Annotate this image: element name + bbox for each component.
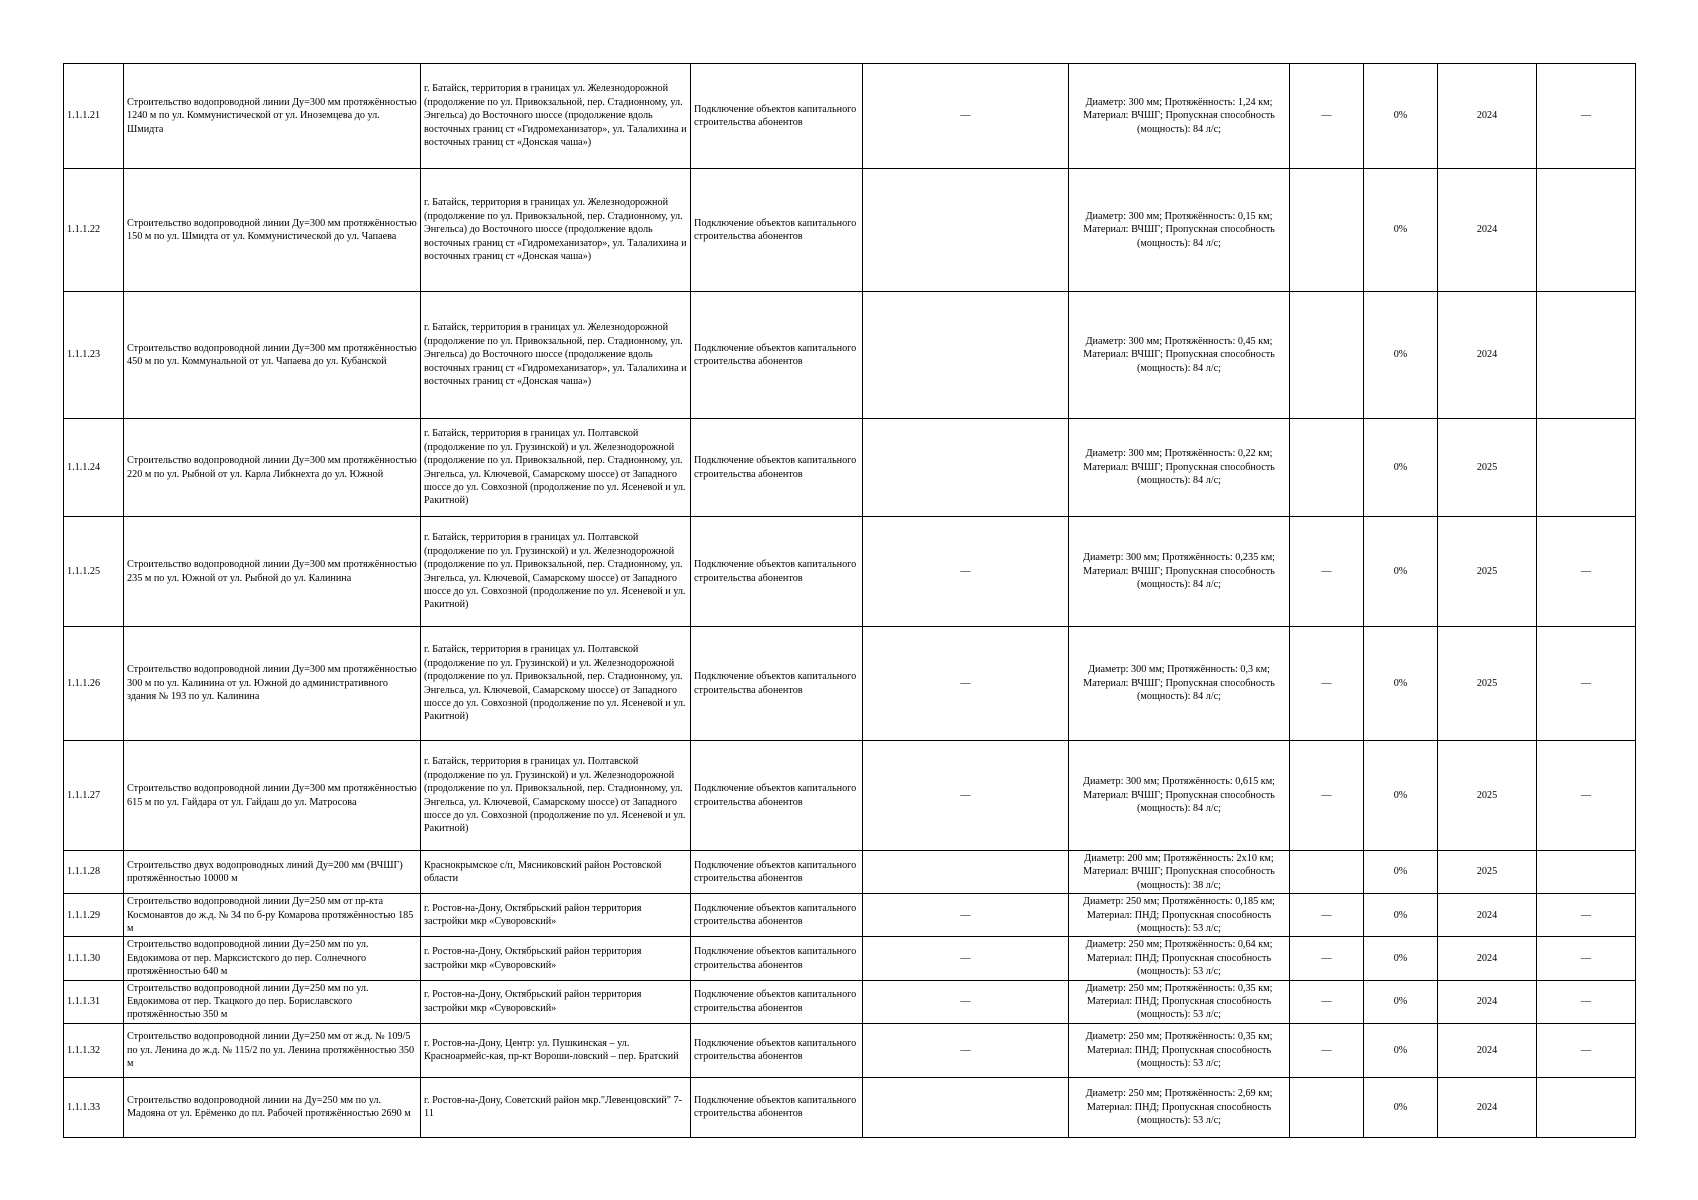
project-purpose: Подключение объектов капитального строительства абонентов [691,741,863,851]
column-5-value: — [863,1023,1069,1077]
column-7-value [1290,851,1364,894]
project-location: г. Батайск, территория в границах ул. Железнодорожной (продолжение по ул. Привокзальной, пер. Стадионному, ул. Энгельса) до Восточного шоссе (продолжение вдоль восточных границ ст «Гидромеханизатор», ул. Талалихина и восточных границ ст «Донская чаша») [421,292,691,419]
project-location: г. Ростов-на-Дону, Октябрьский район территория застройки мкр «Суворовский» [421,980,691,1023]
row-number: 1.1.1.32 [64,1023,124,1077]
project-location: г. Батайск, территория в границах ул. Полтавской (продолжение по ул. Грузинской) и ул. Железнодорожной (продолжение по ул. Привокзальной, пер. Стадионному, ул. Энгельса, ул. Ключевой, Самарскому шоссе) от Западного шоссе до ул. Совхозной (продолжение по ул. Ясеневой и ул. Ракитной) [421,741,691,851]
technical-parameters: Диаметр: 300 мм; Протяжённость: 0,45 км; Материал: ВЧШГ; Пропускная способность (мощность): 84 л/с; [1069,292,1290,419]
column-10-value: — [1537,741,1636,851]
column-7-value [1290,169,1364,292]
project-location: г. Ростов-на-Дону, Центр: ул. Пушкинская – ул. Красноармейс-кая, пр-кт Вороши-ловский – пер. Братский [421,1023,691,1077]
column-10-value [1537,1077,1636,1137]
project-name: Строительство водопроводной линии Ду=250 мм по ул. Евдокимова от пер. Марксистского до пер. Солнечного протяжённостью 640 м [124,937,421,980]
technical-parameters: Диаметр: 250 мм; Протяжённость: 0,185 км; Материал: ПНД; Пропускная способность (мощность): 53 л/с; [1069,894,1290,937]
completion-year: 2025 [1438,741,1537,851]
completion-percent: 0% [1364,169,1438,292]
completion-percent: 0% [1364,627,1438,741]
row-number: 1.1.1.25 [64,517,124,627]
column-10-value: — [1537,1023,1636,1077]
table-row [64,292,1636,419]
table-row [64,64,1636,169]
column-7-value: — [1290,980,1364,1023]
column-5-value [863,169,1069,292]
row-number: 1.1.1.23 [64,292,124,419]
completion-year: 2024 [1438,937,1537,980]
completion-percent: 0% [1364,1023,1438,1077]
technical-parameters: Диаметр: 250 мм; Протяжённость: 2,69 км; Материал: ПНД; Пропускная способность (мощность): 53 л/с; [1069,1077,1290,1137]
project-location: г. Батайск, территория в границах ул. Железнодорожной (продолжение по ул. Привокзальной, пер. Стадионному, ул. Энгельса) до Восточного шоссе (продолжение вдоль восточных границ ст «Гидромеханизатор», ул. Талалихина и восточных границ ст «Донская чаша») [421,169,691,292]
completion-year: 2025 [1438,851,1537,894]
completion-percent: 0% [1364,851,1438,894]
completion-year: 2024 [1438,1023,1537,1077]
technical-parameters: Диаметр: 250 мм; Протяжённость: 0,64 км; Материал: ПНД; Пропускная способность (мощность): 53 л/с; [1069,937,1290,980]
project-name: Строительство водопроводной линии Ду=300 мм протяжённостью 615 м по ул. Гайдара от ул. Гайдаш до ул. Матросова [124,741,421,851]
completion-year: 2025 [1438,517,1537,627]
project-name: Строительство двух водопроводных линий Ду=200 мм (ВЧШГ) протяжённостью 10000 м [124,851,421,894]
column-7-value: — [1290,894,1364,937]
row-number: 1.1.1.31 [64,980,124,1023]
project-name: Строительство водопроводной линии Ду=300 мм протяжённостью 235 м по ул. Южной от ул. Рыбной до ул. Калинина [124,517,421,627]
project-purpose: Подключение объектов капитального строительства абонентов [691,169,863,292]
project-location: г. Батайск, территория в границах ул. Полтавской (продолжение по ул. Грузинской) и ул. Железнодорожной (продолжение по ул. Привокзальной, пер. Стадионному, ул. Энгельса, ул. Ключевой, Самарскому шоссе) от Западного шоссе до ул. Совхозной (продолжение по ул. Ясеневой и ул. Ракитной) [421,517,691,627]
project-location: г. Ростов-на-Дону, Советский район мкр."Левенцовский" 7-11 [421,1077,691,1137]
column-10-value: — [1537,517,1636,627]
completion-percent: 0% [1364,980,1438,1023]
project-location: г. Батайск, территория в границах ул. Полтавской (продолжение по ул. Грузинской) и ул. Железнодорожной (продолжение по ул. Привокзальной, пер. Стадионному, ул. Энгельса, ул. Ключевой, Самарскому шоссе) от Западного шоссе до ул. Совхозной (продолжение по ул. Ясеневой и ул. Ракитной) [421,419,691,517]
technical-parameters: Диаметр: 200 мм; Протяжённость: 2х10 км; Материал: ВЧШГ; Пропускная способность (мощность): 38 л/с; [1069,851,1290,894]
table-row [64,980,1636,1023]
technical-parameters: Диаметр: 300 мм; Протяжённость: 0,615 км; Материал: ВЧШГ; Пропускная способность (мощность): 84 л/с; [1069,741,1290,851]
project-name: Строительство водопроводной линии Ду=300 мм протяжённостью 300 м по ул. Калинина от ул. Южной до административного здания № 193 по ул. Калинина [124,627,421,741]
project-location: г. Батайск, территория в границах ул. Железнодорожной (продолжение по ул. Привокзальной, пер. Стадионному, ул. Энгельса) до Восточного шоссе (продолжение вдоль восточных границ ст «Гидромеханизатор», ул. Талалихина и восточных границ ст «Донская чаша») [421,64,691,169]
completion-year: 2025 [1438,419,1537,517]
column-5-value: — [863,894,1069,937]
completion-year: 2024 [1438,292,1537,419]
project-name: Строительство водопроводной линии Ду=300 мм протяжённостью 150 м по ул. Шмидта от ул. Коммунистической до ул. Чапаева [124,169,421,292]
project-purpose: Подключение объектов капитального строительства абонентов [691,980,863,1023]
project-purpose: Подключение объектов капитального строительства абонентов [691,517,863,627]
row-number: 1.1.1.29 [64,894,124,937]
project-purpose: Подключение объектов капитального строительства абонентов [691,419,863,517]
column-7-value: — [1290,627,1364,741]
completion-year: 2024 [1438,980,1537,1023]
project-purpose: Подключение объектов капитального строительства абонентов [691,851,863,894]
row-number: 1.1.1.24 [64,419,124,517]
table-row [64,169,1636,292]
column-5-value [863,851,1069,894]
project-purpose: Подключение объектов капитального строительства абонентов [691,64,863,169]
column-7-value: — [1290,517,1364,627]
column-5-value: — [863,741,1069,851]
column-5-value: — [863,980,1069,1023]
project-name: Строительство водопроводной линии Ду=250 мм от ж.д. № 109/5 по ул. Ленина до ж.д. № 115/2 по ул. Ленина протяжённостью 350 м [124,1023,421,1077]
project-name: Строительство водопроводной линии Ду=250 мм от пр-кта Космонавтов до ж.д. № 34 по б-ру Комарова протяжённостью 185 м [124,894,421,937]
table-row [64,1023,1636,1077]
table-body [64,64,1636,1138]
column-5-value: — [863,64,1069,169]
project-location: г. Батайск, территория в границах ул. Полтавской (продолжение по ул. Грузинской) и ул. Железнодорожной (продолжение по ул. Привокзальной, пер. Стадионному, ул. Энгельса, ул. Ключевой, Самарскому шоссе) от Западного шоссе до ул. Совхозной (продолжение по ул. Ясеневой и ул. Ракитной) [421,627,691,741]
column-7-value: — [1290,741,1364,851]
column-7-value [1290,419,1364,517]
column-7-value: — [1290,64,1364,169]
column-7-value [1290,292,1364,419]
column-5-value: — [863,937,1069,980]
completion-percent: 0% [1364,937,1438,980]
technical-parameters: Диаметр: 300 мм; Протяжённость: 0,3 км; Материал: ВЧШГ; Пропускная способность (мощность): 84 л/с; [1069,627,1290,741]
row-number: 1.1.1.28 [64,851,124,894]
column-5-value [863,419,1069,517]
column-7-value: — [1290,937,1364,980]
project-purpose: Подключение объектов капитального строительства абонентов [691,937,863,980]
project-purpose: Подключение объектов капитального строительства абонентов [691,292,863,419]
technical-parameters: Диаметр: 300 мм; Протяжённость: 0,22 км; Материал: ВЧШГ; Пропускная способность (мощность): 84 л/с; [1069,419,1290,517]
row-number: 1.1.1.22 [64,169,124,292]
table-row [64,419,1636,517]
table-row [64,894,1636,937]
row-number: 1.1.1.27 [64,741,124,851]
project-name: Строительство водопроводной линии Ду=300 мм протяжённостью 220 м по ул. Рыбной от ул. Карла Либкнехта до ул. Южной [124,419,421,517]
row-number: 1.1.1.33 [64,1077,124,1137]
column-10-value [1537,292,1636,419]
project-purpose: Подключение объектов капитального строительства абонентов [691,1023,863,1077]
project-purpose: Подключение объектов капитального строительства абонентов [691,894,863,937]
project-location: г. Ростов-на-Дону, Октябрьский район территория застройки мкр «Суворовский» [421,894,691,937]
column-10-value [1537,851,1636,894]
column-10-value [1537,169,1636,292]
completion-percent: 0% [1364,1077,1438,1137]
technical-parameters: Диаметр: 300 мм; Протяжённость: 1,24 км; Материал: ВЧШГ; Пропускная способность (мощность): 84 л/с; [1069,64,1290,169]
completion-year: 2024 [1438,169,1537,292]
column-5-value [863,1077,1069,1137]
row-number: 1.1.1.30 [64,937,124,980]
column-10-value: — [1537,627,1636,741]
completion-year: 2024 [1438,894,1537,937]
column-7-value: — [1290,1023,1364,1077]
column-10-value: — [1537,894,1636,937]
project-name: Строительство водопроводной линии Ду=300 мм протяжённостью 450 м по ул. Коммунальной от ул. Чапаева до ул. Кубанской [124,292,421,419]
table-row [64,1077,1636,1137]
project-name: Строительство водопроводной линии на Ду=250 мм по ул. Мадояна от ул. Ерёменко до пл. Рабочей протяжённостью 2690 м [124,1077,421,1137]
column-10-value: — [1537,937,1636,980]
completion-year: 2024 [1438,1077,1537,1137]
completion-percent: 0% [1364,894,1438,937]
project-purpose: Подключение объектов капитального строительства абонентов [691,627,863,741]
column-10-value: — [1537,980,1636,1023]
completion-percent: 0% [1364,517,1438,627]
project-name: Строительство водопроводной линии Ду=300 мм протяжённостью 1240 м по ул. Коммунистической от ул. Иноземцева до ул. Шмидта [124,64,421,169]
technical-parameters: Диаметр: 300 мм; Протяжённость: 0,15 км; Материал: ВЧШГ; Пропускная способность (мощность): 84 л/с; [1069,169,1290,292]
completion-percent: 0% [1364,741,1438,851]
technical-parameters: Диаметр: 250 мм; Протяжённость: 0,35 км; Материал: ПНД; Пропускная способность (мощность): 53 л/с; [1069,1023,1290,1077]
table-row [64,627,1636,741]
completion-percent: 0% [1364,292,1438,419]
investment-program-table [63,63,1636,1138]
table-row [64,741,1636,851]
completion-percent: 0% [1364,419,1438,517]
table-row [64,937,1636,980]
column-10-value [1537,419,1636,517]
table-row [64,851,1636,894]
column-5-value: — [863,517,1069,627]
project-location: Краснокрымское с/п, Мясниковский район Ростовской области [421,851,691,894]
column-7-value [1290,1077,1364,1137]
table-row [64,517,1636,627]
project-location: г. Ростов-на-Дону, Октябрьский район территория застройки мкр «Суворовский» [421,937,691,980]
completion-year: 2024 [1438,64,1537,169]
project-name: Строительство водопроводной линии Ду=250 мм по ул. Евдокимова от пер. Ткацкого до пер. Бориславского протяжённостью 350 м [124,980,421,1023]
technical-parameters: Диаметр: 300 мм; Протяжённость: 0,235 км; Материал: ВЧШГ; Пропускная способность (мощность): 84 л/с; [1069,517,1290,627]
technical-parameters: Диаметр: 250 мм; Протяжённость: 0,35 км; Материал: ПНД; Пропускная способность (мощность): 53 л/с; [1069,980,1290,1023]
column-5-value [863,292,1069,419]
column-5-value: — [863,627,1069,741]
completion-year: 2025 [1438,627,1537,741]
column-10-value: — [1537,64,1636,169]
completion-percent: 0% [1364,64,1438,169]
project-purpose: Подключение объектов капитального строительства абонентов [691,1077,863,1137]
row-number: 1.1.1.26 [64,627,124,741]
row-number: 1.1.1.21 [64,64,124,169]
